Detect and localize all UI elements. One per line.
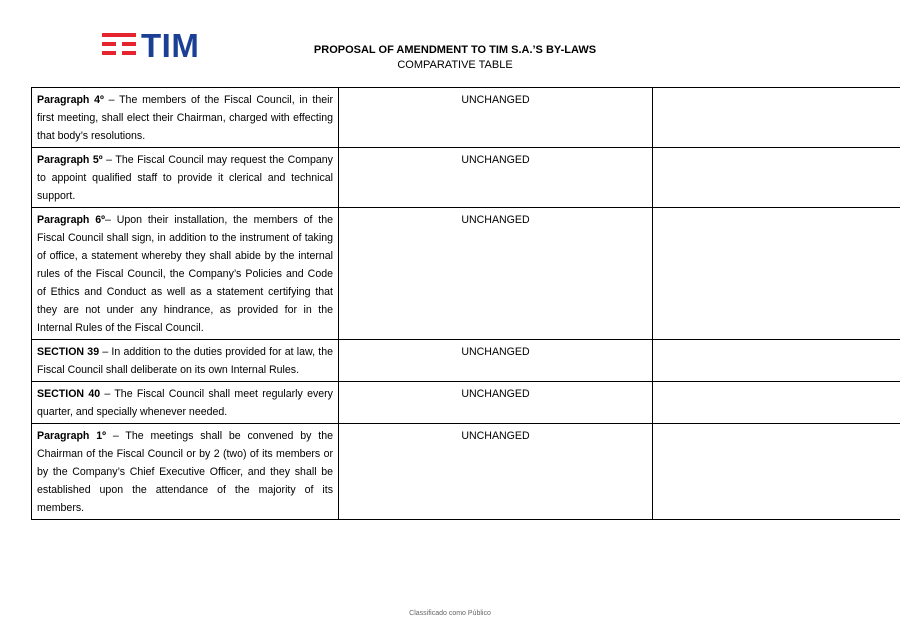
notes-cell <box>653 88 900 148</box>
logo-text: TIM <box>141 27 200 64</box>
tim-logo <box>102 27 200 64</box>
clause-text: – The Fiscal Council shall meet regularly every quarter, and specially whenever needed. <box>37 388 333 418</box>
table-row <box>32 208 900 340</box>
clause-text: – The Fiscal Council may request the Company to appoint qualified staff to provide it clerical and technical support. <box>37 154 333 202</box>
current-text-cell <box>32 382 339 424</box>
notes-cell <box>653 208 900 340</box>
clause-text: – In addition to the duties provided for at law, the Fiscal Council shall deliberate on its own Internal Rules. <box>37 346 333 376</box>
current-text-cell <box>32 424 339 520</box>
clause-text: – The meetings shall be convened by the Chairman of the Fiscal Council or by 2 (two) of its members or by the Company’s Chief Executive Officer, and they shall be established upon the attendance of the majority of its members. <box>37 430 334 514</box>
current-text-cell <box>32 208 339 340</box>
document-title: PROPOSAL OF AMENDMENT TO TIM S.A.’S BY-LAWS <box>313 44 597 56</box>
clause-heading: Paragraph 6º <box>37 214 105 226</box>
clause-heading: SECTION 39 <box>37 346 100 358</box>
proposal-cell: UNCHANGED <box>339 382 653 424</box>
table-row <box>32 382 900 424</box>
classification-footer: Classificado como Público <box>409 610 491 617</box>
current-text-cell <box>32 340 339 382</box>
table-row <box>32 88 900 148</box>
clause-heading: Paragraph 5º <box>37 154 103 166</box>
table-row <box>32 148 900 208</box>
table-row <box>32 340 900 382</box>
table-row <box>32 424 900 520</box>
current-text-cell <box>32 148 339 208</box>
proposal-cell: UNCHANGED <box>339 88 653 148</box>
proposal-cell: UNCHANGED <box>339 208 653 340</box>
document-title-block <box>240 43 670 73</box>
clause-text: – The members of the Fiscal Council, in their first meeting, shall elect their Chairman, charged with effecting that body’s resolutions. <box>37 94 333 142</box>
comparative-table <box>31 87 900 520</box>
notes-cell <box>653 148 900 208</box>
notes-cell <box>653 340 900 382</box>
clause-text: – Upon their installation, the members of the Fiscal Council shall sign, in addition to the instrument of taking of office, a statement whereby they shall abide by the internal rules of the Fiscal Council, the Company’s Policies and Code of Ethics and Conduct as well as a statement certifying that they are not under any hindrance, as provided for in the Internal Rules of the Fiscal Council. <box>37 214 333 334</box>
notes-cell <box>653 382 900 424</box>
tim-logo-mark-icon <box>102 32 136 60</box>
clause-heading: Paragraph 1º <box>37 430 106 442</box>
document-subtitle: COMPARATIVE TABLE <box>397 59 513 71</box>
notes-cell <box>653 424 900 520</box>
proposal-cell: UNCHANGED <box>339 148 653 208</box>
proposal-cell: UNCHANGED <box>339 340 653 382</box>
clause-heading: SECTION 40 <box>37 388 101 400</box>
proposal-cell: UNCHANGED <box>339 424 653 520</box>
clause-heading: Paragraph 4º <box>37 94 104 106</box>
current-text-cell <box>32 88 339 148</box>
